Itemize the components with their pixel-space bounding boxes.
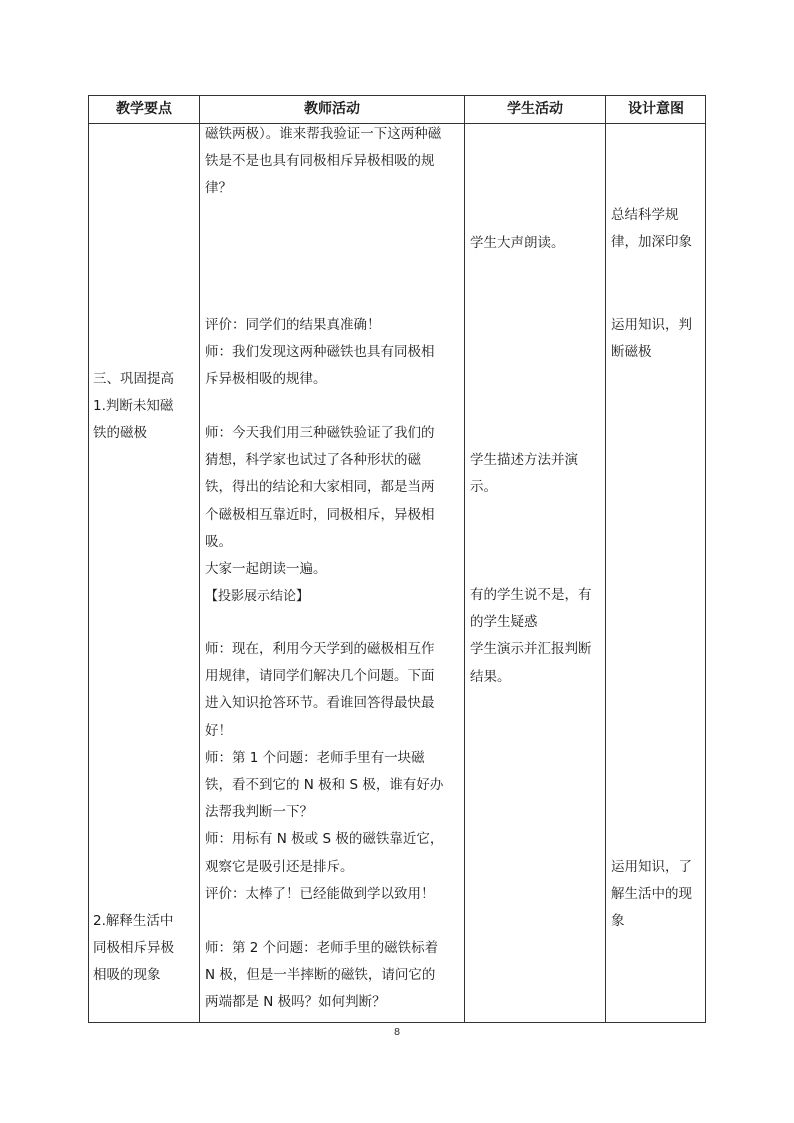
- teacher-activity-question2: [205, 935, 438, 1017]
- text-line: 解生活中的现: [611, 886, 692, 903]
- text-line: 磁铁两极）。谁来帮我验证一下这两种磁: [205, 126, 442, 142]
- text-line: 进入知识抢答环节。看谁回答得最快最: [205, 695, 435, 712]
- text-line: 1.判断未知磁: [93, 398, 174, 415]
- text-line: 铁，看不到它的 N 极和 S 极，谁有好办: [205, 777, 444, 794]
- header-teaching-points: 教学要点: [116, 101, 172, 117]
- teacher-activity-evaluation: [205, 312, 435, 394]
- text-line: 学生描述方法并演: [470, 452, 578, 468]
- student-activity-describe: [470, 447, 578, 501]
- text-line: 大家一起朗读一遍。: [205, 561, 327, 578]
- page-number: 8: [393, 1027, 401, 1038]
- text-line: 结果。: [470, 668, 511, 685]
- text-line: 总结科学规: [611, 207, 679, 223]
- text-line: 两端都是 N 极吗？如何判断？: [205, 994, 386, 1011]
- text-line: 评价：太棒了！已经能做到学以致用！: [205, 885, 435, 902]
- teaching-point-explain: [93, 908, 174, 990]
- student-activity-read: [470, 230, 565, 257]
- text-line: 猜想，科学家也试过了各种形状的磁: [205, 452, 421, 469]
- text-line: 评价：同学们的结果真准确！: [205, 317, 381, 333]
- text-line: 学生演示并汇报判断: [470, 641, 592, 658]
- text-line: 师：我们发现这两种磁铁也具有同极相: [205, 344, 435, 361]
- teacher-activity-conclusion: [205, 420, 435, 610]
- teacher-activity-verify: [205, 121, 441, 203]
- text-line: 示。: [470, 479, 497, 496]
- header-teacher-activity: 教师活动: [304, 101, 360, 117]
- text-line: 律，加深印象: [611, 234, 692, 251]
- text-line: 师：第 2 个问题：老师手里的磁铁标着: [205, 940, 439, 956]
- text-line: 有的学生说不是，有: [470, 587, 592, 603]
- header-design-intent: 设计意图: [628, 101, 684, 117]
- text-line: 个磁极相互靠近时，同极相斥，异极相: [205, 506, 435, 523]
- text-line: 铁是不是也具有同极相斥异极相吸的规: [205, 153, 435, 170]
- text-line: 斥异极相吸的规律。: [205, 371, 327, 388]
- column-divider: [464, 96, 465, 1022]
- student-activity-demonstrate: [470, 582, 592, 691]
- text-line: 三、巩固提高: [93, 371, 174, 387]
- text-line: 运用知识，了: [611, 859, 692, 875]
- column-divider: [605, 96, 606, 1022]
- lesson-plan-table: [88, 95, 706, 1023]
- text-line: 律？: [205, 180, 232, 197]
- design-intent-summary: [611, 202, 692, 256]
- header-student-activity: 学生活动: [507, 101, 563, 117]
- text-line: 师：现在，利用今天学到的磁极相互作: [205, 641, 435, 657]
- text-line: 同极相斥异极: [93, 940, 174, 957]
- projection-note: 【投影展示结论】: [205, 589, 310, 605]
- text-line: 象: [611, 913, 625, 930]
- design-intent-judge: [611, 312, 692, 366]
- text-line: 铁，得出的结论和大家相同，都是当两: [205, 479, 435, 496]
- text-line: 用规律，请同学们解决几个问题。下面: [205, 668, 435, 685]
- text-line: 观察它是吸引还是排斥。: [205, 858, 354, 875]
- text-line: 师：第 1 个问题：老师手里有一块磁: [205, 749, 425, 766]
- text-line: 相吸的现象: [93, 967, 161, 984]
- text-line: 断磁极: [611, 344, 652, 361]
- text-line: N 极，但是一半摔断的磁铁，请问它的: [205, 967, 436, 984]
- text-line: 吸。: [205, 533, 232, 550]
- text-line: 好！: [205, 722, 232, 739]
- text-line: 铁的磁极: [93, 425, 147, 442]
- design-intent-apply: [611, 854, 692, 936]
- teaching-point-consolidate: [93, 366, 174, 448]
- text-line: 法帮我判断一下？: [205, 804, 313, 821]
- teacher-activity-quiz: [205, 636, 443, 908]
- text-line: 学生大声朗读。: [470, 235, 565, 251]
- column-divider: [199, 96, 200, 1022]
- text-line: 的学生疑惑: [470, 614, 538, 631]
- text-line: 师：今天我们用三种磁铁验证了我们的: [205, 425, 435, 441]
- text-line: 2.解释生活中: [93, 913, 174, 929]
- text-line: 师：用标有 N 极或 S 极的磁铁靠近它，: [205, 831, 444, 848]
- text-line: 运用知识，判: [611, 317, 692, 333]
